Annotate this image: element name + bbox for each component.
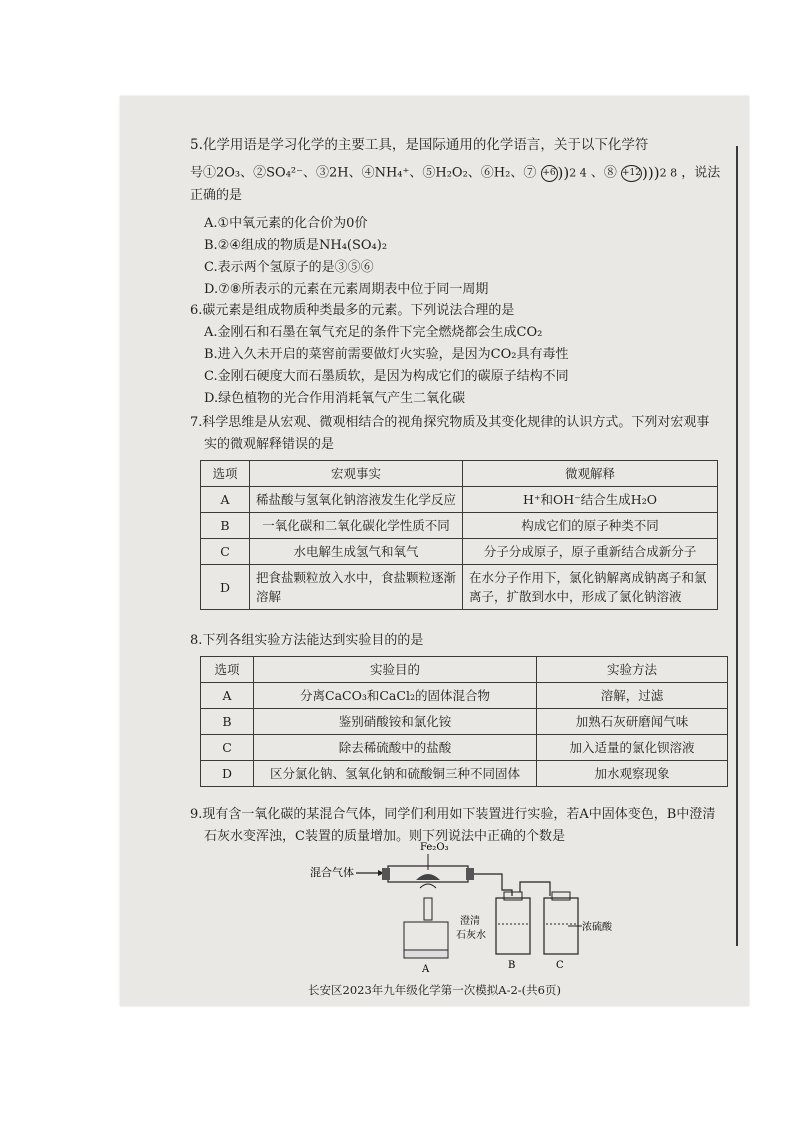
table-row [201, 539, 718, 565]
label-a: A [422, 964, 430, 975]
table-header: 选项 [201, 657, 254, 683]
q9-stem-line1: 9.现有含一氧化碳的某混合气体，同学们利用如下装置进行实验，若A中固体变色，B中澄清 [190, 807, 716, 822]
q5-stem-line2 [190, 162, 730, 207]
stopper [466, 868, 474, 880]
table-row [201, 735, 728, 761]
table-header: 宏观事实 [250, 461, 463, 487]
table-cell: H⁺和OH⁻结合生成H₂O [463, 487, 718, 513]
table-cell: 一氧化碳和二氧化碳化学性质不同 [250, 513, 463, 539]
table-cell: 把食盐颗粒放入水中，食盐颗粒逐渐溶解 [250, 565, 463, 610]
acid-label: 浓硫酸 [582, 922, 612, 933]
q5-option-c: C.表示两个氢原子的是③⑤⑥ [204, 259, 374, 275]
table-cell: 水电解生成氢气和氧气 [250, 539, 463, 565]
burner-stem [424, 898, 432, 920]
q5-option-a: A.①中氧元素的化合价为0价 [204, 215, 368, 231]
table-cell: 加水观察现象 [537, 761, 728, 787]
table-header: 实验目的 [254, 657, 537, 683]
gas-inlet-label: 混合气体 [310, 866, 354, 879]
q6-stem: 6.碳元素是组成物质种类最多的元素。下列说法合理的是 [190, 303, 515, 318]
page-footer: 长安区2023年九年级化学第一次模拟A-2-(共6页) [308, 983, 561, 997]
table-cell: 在水分子作用下，氯化钠解离成钠离子和氯离子，扩散到水中，形成了氯化钠溶液 [463, 565, 718, 610]
q7-stem-line1: 7.科学思维是从宏观、微观相结合的视角探究物质及其变化规律的认识方式。下列对宏观事 [190, 415, 710, 430]
atom8-shells: 2 8 [659, 166, 678, 180]
table-cell: C [201, 735, 254, 761]
table-cell: 加熟石灰研磨闻气味 [537, 709, 728, 735]
table-cell: D [201, 565, 250, 610]
table-cell: A [201, 683, 254, 709]
q5-symbols: 号①2O₃、②SO₄²⁻、③2H、④NH₄⁺、⑤H₂O₂、⑥H₂、⑦ [190, 165, 537, 181]
table-cell: 分子分成原子，原子重新结合成新分子 [463, 539, 718, 565]
connector-pipe [474, 874, 512, 896]
label-c: C [556, 960, 564, 971]
q5-symbol-sep: 、⑧ [590, 165, 617, 181]
table-row [201, 761, 728, 787]
table-cell: 区分氯化钠、氢氧化钠和硫酸铜三种不同固体 [254, 761, 537, 787]
table-cell: B [201, 513, 250, 539]
table-cell: 构成它们的原子种类不同 [463, 513, 718, 539]
table-row [201, 565, 718, 610]
table-cell: C [201, 539, 250, 565]
table-cell: 溶解，过滤 [537, 683, 728, 709]
apparatus-diagram [120, 840, 749, 980]
table-row [201, 709, 728, 735]
q5-option-b: B.②④组成的物质是NH₄(SO₄)₂ [204, 237, 388, 253]
table-cell: 除去稀硫酸中的盐酸 [254, 735, 537, 761]
stopper [382, 868, 390, 880]
question-5 [190, 134, 730, 301]
question-7 [190, 412, 730, 610]
table-header: 微观解释 [463, 461, 718, 487]
flame-icon [420, 884, 436, 888]
table-header-row [201, 657, 728, 683]
table-cell: D [201, 761, 254, 787]
q6-option-d: D.绿色植物的光合作用消耗氧气产生二氧化碳 [204, 391, 466, 406]
q8-table [200, 656, 728, 787]
q5-stem-line1: 5.化学用语是学习化学的主要工具，是国际通用的化学语言，关于以下化学符 [190, 137, 649, 153]
table-row [201, 513, 718, 539]
table-cell: 鉴别硝酸铵和氯化铵 [254, 709, 537, 735]
atom-diagram-magnesium: +12 [621, 165, 642, 182]
bottle-b [496, 898, 530, 954]
table-cell: 加入适量的氯化钡溶液 [537, 735, 728, 761]
electron-shell-icon: )) [557, 164, 570, 182]
page-border-line [736, 146, 738, 946]
atom7-shells: 2 4 [569, 166, 587, 180]
fe2o3-label: Fe₂O₃ [420, 842, 449, 853]
table-cell: A [201, 487, 250, 513]
q6-option-a: A.金刚石和石墨在氧气充足的条件下完全燃烧都会生成CO₂ [204, 325, 543, 340]
exam-page [120, 96, 749, 1006]
atom-diagram-carbon: +6 [541, 165, 558, 182]
table-cell: B [201, 709, 254, 735]
label-b: B [508, 960, 516, 971]
table-row [201, 487, 718, 513]
q9-stem-line2: 石灰水变浑浊，C装置的质量增加。则下列说法中正确的个数是 [204, 829, 565, 844]
electron-shell-icon: ))) [642, 164, 660, 182]
fe2o3-powder [416, 874, 440, 880]
q7-stem-line2: 实的微观解释错误的是 [204, 437, 335, 452]
limewater-label: 石灰水 [456, 930, 486, 941]
table-row [201, 683, 728, 709]
q5-stem-tail: ，说法正确的是 [190, 165, 721, 203]
q6-option-b: B.进入久未开启的菜窖前需要做灯火实验，是因为CO₂具有毒性 [204, 347, 569, 362]
table-header-row [201, 461, 718, 487]
q7-table [200, 460, 718, 610]
table-header: 实验方法 [537, 657, 728, 683]
q6-option-c: C.金刚石硬度大而石墨质软，是因为构成它们的碳原子结构不同 [204, 369, 569, 384]
table-cell: 稀盐酸与氢氧化钠溶液发生化学反应 [250, 487, 463, 513]
question-6 [190, 300, 730, 410]
alcohol-lamp [404, 922, 448, 950]
question-8 [190, 630, 730, 787]
table-cell: 分离CaCO₃和CaCl₂的固体混合物 [254, 683, 537, 709]
q5-option-d: D.⑦⑧所表示的元素在元素周期表中位于同一周期 [204, 281, 489, 297]
limewater-label: 澄清 [460, 916, 480, 927]
table-header: 选项 [201, 461, 250, 487]
q8-stem: 8.下列各组实验方法能达到实验目的的是 [190, 633, 424, 648]
